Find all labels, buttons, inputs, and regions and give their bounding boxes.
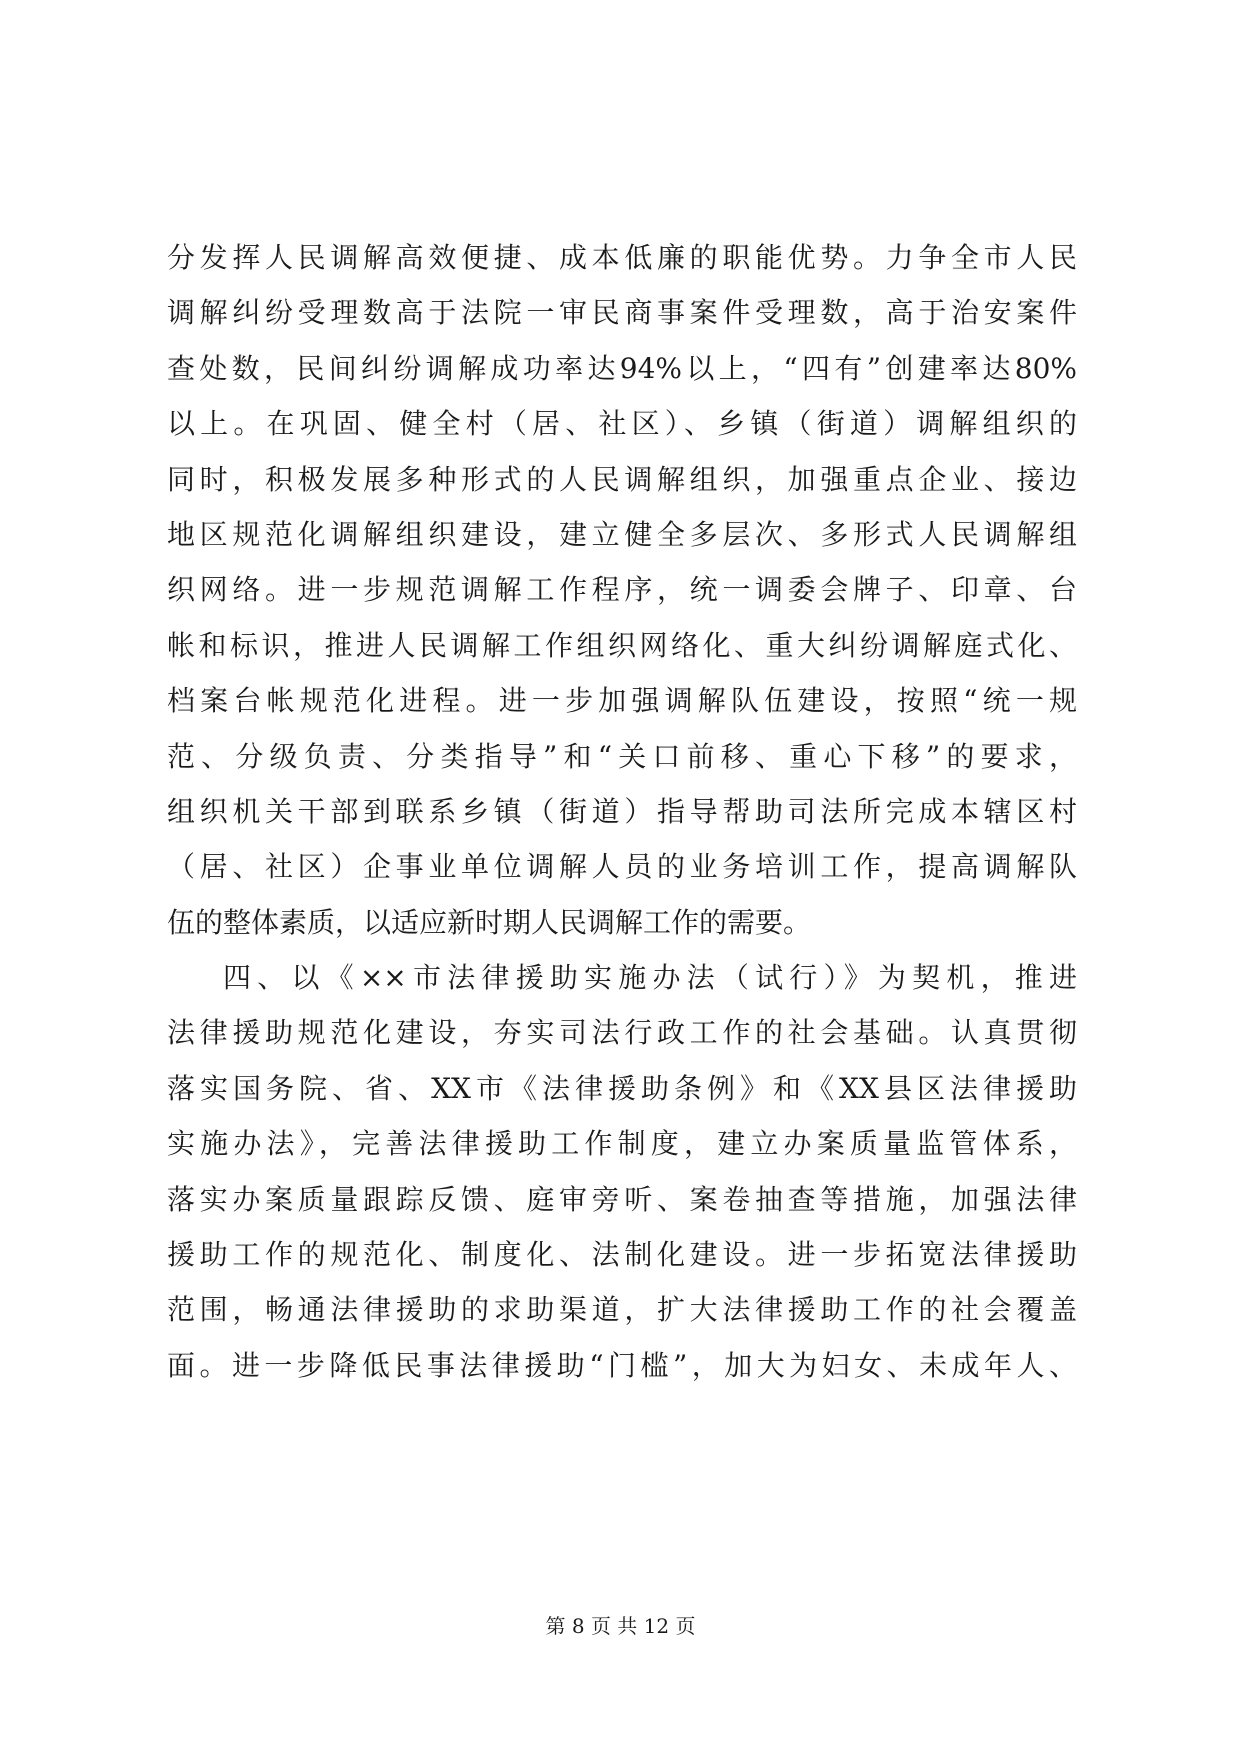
text-line: 以上。在巩固、健全村（居、社区）、乡镇（街道）调解组织的 <box>167 407 1077 441</box>
text-line: 伍的整体素质，以适应新时期人民调解工作的需要。 <box>167 905 812 939</box>
text-line: 分发挥人民调解高效便捷、成本低廉的职能优势。力争全市人民 <box>167 241 1077 274</box>
body-text <box>167 230 1077 1393</box>
text-line: 档案台帐规范化进程。进一步加强调解队伍建设，按照“统一规 <box>167 684 1077 718</box>
text-line: 查处数，民间纠纷调解成功率达94%以上，“四有”创建率达80% <box>167 351 1077 385</box>
text-line: 援助工作的规范化、制度化、法制化建设。进一步拓宽法律援助 <box>167 1238 1077 1272</box>
text-line: （居、社区）企事业单位调解人员的业务培训工作，提高调解队 <box>167 850 1077 884</box>
text-line: 帐和标识，推进人民调解工作组织网络化、重大纠纷调解庭式化、 <box>167 628 1077 662</box>
text-line: 调解纠纷受理数高于法院一审民商事案件受理数，高于治安案件 <box>167 296 1077 330</box>
text-line: 落实办案质量跟踪反馈、庭审旁听、案卷抽查等措施，加强法律 <box>167 1182 1077 1216</box>
text-line: 地区规范化调解组织建设，建立健全多层次、多形式人民调解组 <box>167 517 1077 551</box>
text-line: 法律援助规范化建设，夯实司法行政工作的社会基础。认真贯彻 <box>167 1016 1077 1050</box>
text-line: 面。进一步降低民事法律援助“门槛”，加大为妇女、未成年人、 <box>167 1348 1077 1382</box>
text-line: 范围，畅通法律援助的求助渠道，扩大法律援助工作的社会覆盖 <box>167 1293 1077 1327</box>
page-number: 第 8 页 共 12 页 <box>545 1614 696 1638</box>
text-line: 同时，积极发展多种形式的人民调解组织，加强重点企业、接边 <box>167 462 1077 496</box>
text-line: 织网络。进一步规范调解工作程序，统一调委会牌子、印章、台 <box>167 573 1077 607</box>
text-line: 组织机关干部到联系乡镇（街道）指导帮助司法所完成本辖区村 <box>167 794 1077 828</box>
page-footer <box>0 1612 1241 1640</box>
text-line: 落实国务院、省、XX市《法律援助条例》和《XX县区法律援助 <box>167 1071 1077 1105</box>
text-line: 范、分级负责、分类指导”和“关口前移、重心下移”的要求， <box>167 739 1077 773</box>
text-line: 实施办法》，完善法律援助工作制度，建立办案质量监管体系， <box>167 1127 1077 1161</box>
text-line: 四、以《××市法律援助实施办法（试行）》为契机，推进 <box>223 961 1077 995</box>
